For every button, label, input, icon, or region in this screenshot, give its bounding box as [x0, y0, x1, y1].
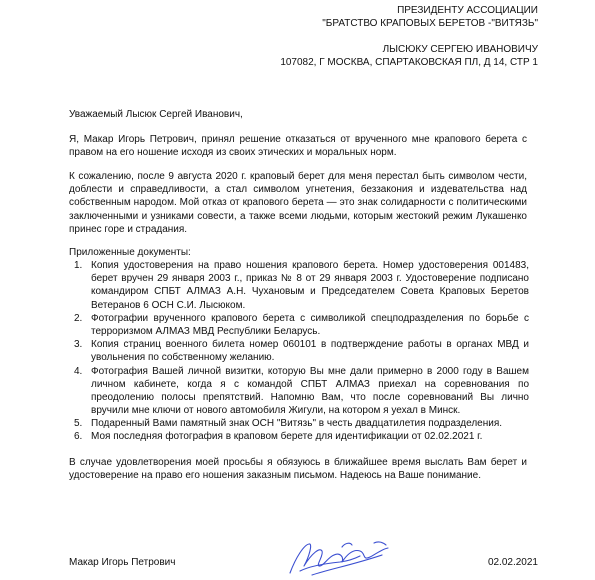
header-addressee: ЛЫСЮКУ СЕРГЕЮ ИВАНОВИЧУ: [382, 44, 538, 55]
attachment-number: 1.: [74, 260, 83, 271]
attachment-text: Фотографии врученного крапового берета с символикой спецподразделения по борьбе с терроризмом АЛМАЗ МВД Республики Беларусь.: [91, 312, 529, 337]
attachments-heading: Приложенные документы:: [69, 247, 191, 258]
signatory-name: Макар Игорь Петрович: [69, 557, 176, 568]
attachment-number: 5.: [74, 418, 83, 430]
attachment-item: [69, 365, 529, 418]
paragraph-reason: К сожалению, после 9 августа 2020 г. краповый берет для меня перестал быть символом чести, доблести и справедливости, а стал символом угнетения, беззакония и издевательства над собственным народом. Мой отказ от крапового берета — это знак солидарности с политическими заключенными и узниками совести, а также всеми людьми, которым жестокий режим Лукашенко принес горе и страдания.: [69, 171, 527, 235]
closing-paragraph: В случае удовлетворения моей просьбы я обязуюсь в ближайшее время выслать Вам берет и удостоверение на право его ношения заказным письмом. Надеюсь на Ваше понимание.: [69, 457, 527, 482]
attachment-item: [69, 430, 529, 443]
header-association-name: "БРАТСТВО КРАПОВЫХ БЕРЕТОВ -"ВИТЯЗЬ": [322, 18, 538, 29]
attachment-number: 3.: [74, 339, 83, 351]
attachment-number: 6.: [74, 431, 83, 443]
attachment-number: 4.: [74, 365, 83, 377]
attachment-text: Копия удостоверения на право ношения крапового берета. Номер удостоверения 001483, берет вручен 29 января 2003 г., приказ № 8 от 29 января 2003 г. Удостоверение подписано командиром СПБТ АЛМАЗ А.Н. Чухановым и Председателем Совета Краповых Беретов Ветеранов 6 ОСН С.И. Лысюком.: [91, 260, 529, 311]
attachment-text: Подаренный Вами памятный знак ОСН "Витязь" в честь двадцатилетия подразделения.: [91, 418, 503, 430]
attachment-text: Фотография Вашей личной визитки, которую Вы мне дали примерно в 2000 году в Вашем личном кабинете, когда я с командой СПБТ АЛМАЗ приехал на соревнования по преодолению полосы препятствий. Напомню Вам, что после соревнований Вы лично вручили мне ключи от нового автомобиля Жигули, на котором я уехал в Минск.: [91, 365, 529, 417]
paragraph-intro: Я, Макар Игорь Петрович, принял решение отказаться от врученного мне крапового берета с правом на его ношение исходя из своих этических и моральных норм.: [69, 134, 527, 159]
attachment-text: Копия страниц военного билета номер 060101 в подтверждение работы в органах МВД и увольнения по собственному желанию.: [91, 339, 529, 364]
attachment-item: [69, 338, 529, 364]
attachment-item: [69, 259, 529, 312]
attachments-list: [69, 259, 529, 444]
attachment-item: [69, 417, 529, 430]
attachment-text: Моя последняя фотография в краповом берете для идентификации от 02.02.2021 г.: [91, 431, 483, 443]
salutation: Уважаемый Лысюк Сергей Иванович,: [69, 109, 243, 120]
letter-date: 02.02.2021: [487, 557, 538, 568]
signature-ink: [290, 542, 388, 575]
attachment-number: 2.: [74, 312, 83, 324]
attachment-item: [69, 312, 529, 338]
header-recipient-title: ПРЕЗИДЕНТУ АССОЦИАЦИИ: [397, 5, 538, 16]
handwritten-signature: [282, 535, 397, 580]
header-address: 107082, Г МОСКВА, СПАРТАКОВСКАЯ ПЛ, Д 14, СТР 1: [280, 57, 538, 68]
